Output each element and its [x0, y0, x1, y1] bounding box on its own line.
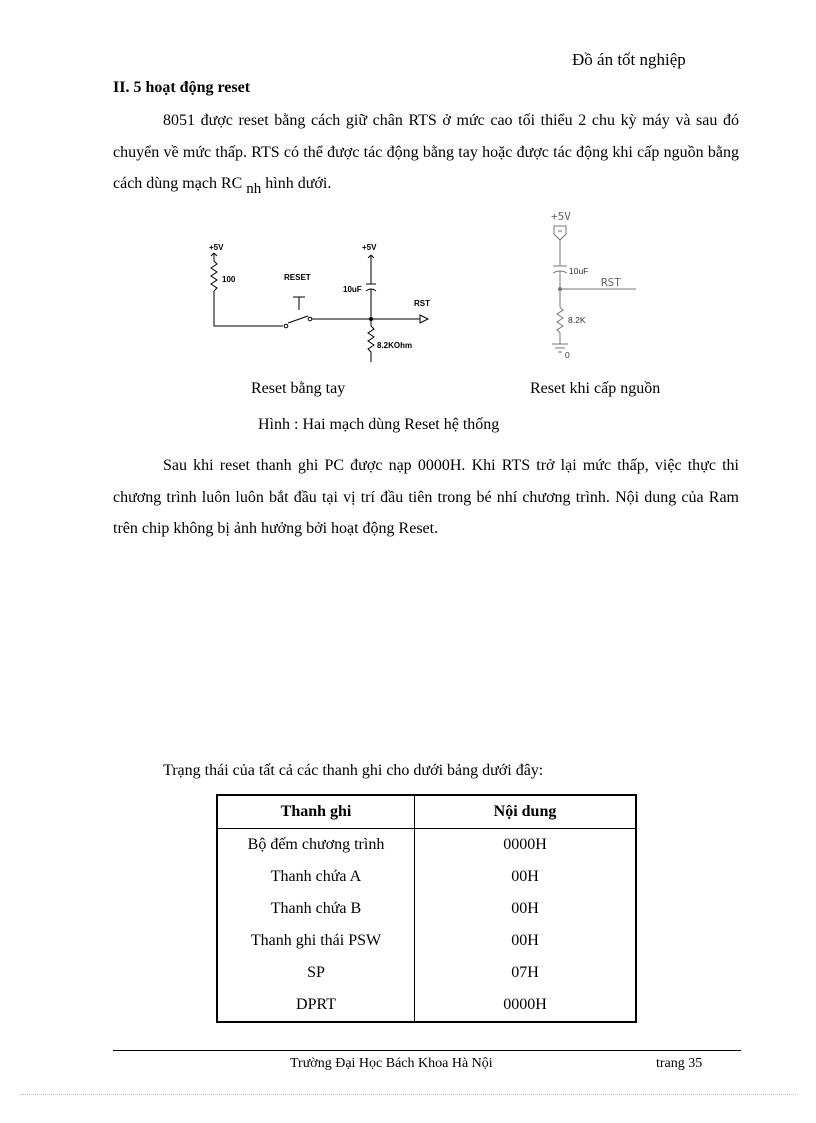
switch-lever — [288, 316, 308, 323]
switch-contact-right — [308, 317, 312, 321]
reset-circuits-figure — [0, 200, 816, 370]
resistor-8-2k — [557, 307, 563, 344]
resistor-8-2kohm-label: 8.2KOhm — [377, 341, 413, 350]
vcc-5v-label: +5V — [551, 210, 571, 223]
footer-school: Trường Đại Học Bách Khoa Hà Nội — [290, 1056, 493, 1071]
power-on-reset-circuit — [552, 226, 636, 352]
junction-node-2 — [559, 288, 562, 291]
paragraph-reset-intro — [113, 105, 739, 201]
header-register: Thanh ghi — [217, 795, 415, 829]
register-name: SP — [217, 957, 415, 989]
page-edge — [20, 1094, 796, 1095]
section-heading: II. 5 hoạt động reset — [113, 79, 251, 96]
resistor-100-label: 100 — [222, 275, 236, 284]
switch-contact-left — [284, 324, 288, 328]
footer-page-number: trang 35 — [656, 1056, 703, 1071]
register-value: 0000H — [503, 836, 547, 853]
register-value: 00H — [511, 932, 539, 949]
table-row — [217, 861, 636, 893]
register-name: Thanh ghi thái PSW — [217, 925, 415, 957]
table-row — [217, 957, 636, 989]
paragraph-reset-intro-text: 8051 được reset bằng cách giữ chân RTS ở mức cao tối thiểu 2 chu kỳ máy và sau đó chuyển về mức thấp. RTS có thể được tác động bằng tay hoặc được tác động khi cấp nguồn bằng cách dùng mạch RC — [113, 112, 739, 192]
rc-subscript: nh — [246, 181, 262, 197]
caption-manual-reset: Reset bằng tay — [251, 380, 346, 397]
figure-caption: Hình : Hai mạch dùng Reset hệ thống — [258, 416, 500, 433]
wire-left-bottom — [214, 291, 283, 326]
capacitor-10uf-label-2: 10uF — [569, 266, 589, 276]
reset-switch-label: RESET — [284, 273, 311, 282]
register-name: Thanh chứa B — [217, 893, 415, 925]
register-value: 0000H — [503, 996, 547, 1013]
vcc-source-symbol — [554, 226, 566, 240]
register-name: Thanh chứa A — [217, 861, 415, 893]
register-state-table — [216, 794, 637, 1023]
resistor-8-2k-label: 8.2K — [568, 315, 586, 325]
header-title: Đồ án tốt nghiệp — [572, 50, 686, 69]
resistor-100 — [211, 261, 217, 291]
ground-label: 0 — [565, 350, 570, 360]
table-row — [217, 829, 636, 862]
table-row — [217, 893, 636, 925]
table-header-row — [217, 795, 636, 829]
rst-label-2: RST — [601, 276, 621, 289]
paragraph-after-reset — [113, 450, 739, 545]
register-value: 07H — [511, 964, 539, 981]
register-name: DPRT — [217, 989, 415, 1022]
rst-arrow — [420, 315, 428, 323]
table-row — [217, 925, 636, 957]
register-name: Bộ đếm chương trình — [217, 829, 415, 862]
caption-power-on-reset: Reset khi cấp nguồn — [530, 380, 661, 397]
rst-label: RST — [414, 299, 430, 308]
register-value: 00H — [511, 900, 539, 917]
paragraph-reset-intro-tail: hình dưới. — [261, 175, 332, 192]
vcc-left-label: +5V — [209, 243, 224, 252]
header-content: Nội dung — [415, 795, 637, 829]
resistor-8-2kohm — [368, 326, 374, 362]
junction-node — [370, 318, 373, 321]
register-value: 00H — [511, 868, 539, 885]
table-row — [217, 989, 636, 1022]
table-intro: Trạng thái của tất cả các thanh ghi cho dưới bảng dưới đây: — [163, 762, 544, 779]
vcc-right-label: +5V — [362, 243, 377, 252]
capacitor-10uf-label: 10uF — [343, 285, 362, 294]
footer-divider — [113, 1050, 741, 1051]
paragraph-after-reset-text: Sau khi reset thanh ghi PC được nạp 0000H. Khi RTS trở lại mức thấp, việc thực thi chương trình luôn luôn bắt đầu tại vị trí đầu tiên trong bé nhí chương trình. Nội dung của Ram trên chip không bị ảnh hưởng bởi hoạt động Reset. — [113, 457, 739, 537]
